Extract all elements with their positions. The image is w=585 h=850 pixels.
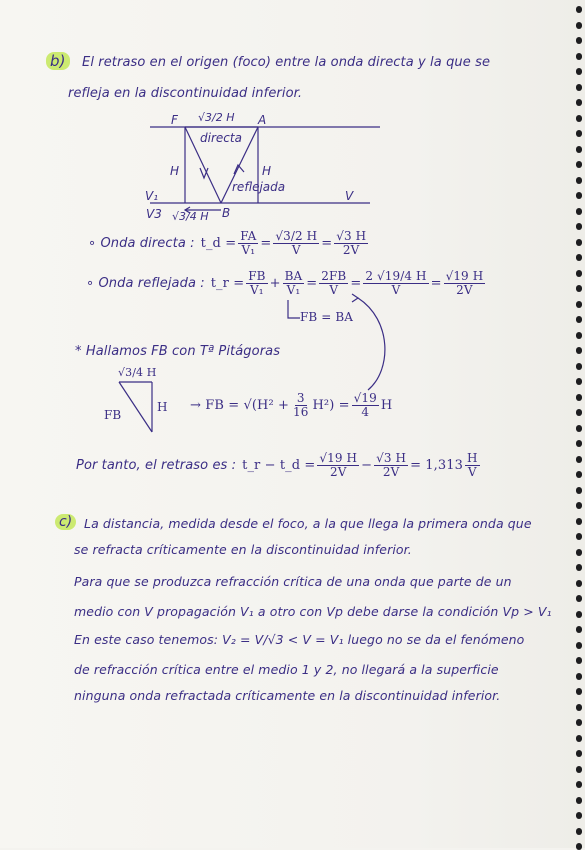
spiral-hole <box>576 487 582 494</box>
spiral-hole <box>576 6 582 13</box>
spiral-hole <box>576 347 582 354</box>
spiral-hole <box>576 22 582 29</box>
spiral-hole <box>576 735 582 742</box>
label-V3: V3 <box>146 207 162 221</box>
pitagoras-title: * Hallamos FB con Tª Pitágoras <box>75 344 281 359</box>
spiral-hole <box>576 363 582 370</box>
curved-arrow-icon <box>358 298 385 390</box>
spiral-hole <box>576 611 582 618</box>
spiral-hole <box>576 657 582 664</box>
spiral-hole <box>576 316 582 323</box>
spiral-hole <box>576 53 582 60</box>
tri-top-label: √3/4 H <box>118 366 157 379</box>
spiral-hole <box>576 533 582 540</box>
spiral-hole <box>576 99 582 106</box>
label-V1: V₁ <box>145 189 159 203</box>
spiral-hole <box>576 254 582 261</box>
spiral-hole <box>576 239 582 246</box>
spiral-hole <box>576 37 582 44</box>
pitagoras-eq: → FB = √(H² + $\frac{3}{16}$ H²) = $\frac{√19}{4}$ H <box>190 391 393 419</box>
label-H-left: H <box>170 164 180 178</box>
para-line2: medio con V propagación V₁ a otro con Vp debe darse la condición Vp > V₁ <box>74 604 552 619</box>
tri-side-label: H <box>157 400 168 414</box>
spiral-hole <box>576 580 582 587</box>
eq-reflejada: ∘ Onda reflejada : t_r = $\frac{FB}{\text{V₁}}$ + $\frac{BA}{\text{V₁}}$ = $\frac{2FB}{V}$ = $\frac{2 √19/4 H}{V}$ = $\frac{√19 H}{2V}$ <box>86 269 484 297</box>
spiral-hole <box>576 704 582 711</box>
para-line4: de refracción crítica entre el medio 1 y 2, no llegará a la superficie <box>74 662 499 677</box>
spiral-hole <box>576 332 582 339</box>
conclusion: Por tanto, el retraso es : t_r − t_d = $\frac{√19 H}{2V}$ − $\frac{√3 H}{2V}$ = 1,313 $\frac{H}{V}$ <box>76 451 478 479</box>
part-b-label: b) <box>46 52 70 70</box>
label-A: A <box>258 113 267 127</box>
label-F: F <box>171 113 178 127</box>
spiral-hole <box>576 750 582 757</box>
para-line5: ninguna onda refractada críticamente en la discontinuidad inferior. <box>74 688 501 703</box>
spiral-hole <box>576 719 582 726</box>
spiral-hole <box>576 797 582 804</box>
spiral-hole <box>576 146 582 153</box>
spiral-hole <box>576 595 582 602</box>
eq-directa: ∘ Onda directa : t_d = $\frac{FA}{\text{V₁}}$ = $\frac{√3/2 H}{V}$ = $\frac{√3 H}{2V}$ <box>88 229 367 257</box>
label-reflejada: reflejada <box>232 180 286 194</box>
spiral-hole <box>576 378 582 385</box>
spiral-hole <box>576 781 582 788</box>
para-line3: En este caso tenemos: V₂ = V/√3 < V = V₁ luego no se da el fenómeno <box>74 632 525 647</box>
para-line1: Para que se produzca refracción crítica de una onda que parte de un <box>74 574 512 589</box>
part-c-line1: La distancia, medida desde el foco, a la que llega la primera onda que <box>84 516 532 531</box>
spiral-hole <box>576 626 582 633</box>
note-fb-ba: FB = BA <box>300 310 354 324</box>
part-c-line2: se refracta críticamente en la discontinuidad inferior. <box>74 542 412 557</box>
spiral-hole <box>576 688 582 695</box>
eq-directa-t: t_d = <box>200 235 237 251</box>
spiral-hole <box>576 285 582 292</box>
spiral-binding <box>571 0 585 848</box>
spiral-hole <box>576 84 582 91</box>
spiral-hole <box>576 456 582 463</box>
spiral-hole <box>576 843 582 850</box>
spiral-hole <box>576 223 582 230</box>
spiral-hole <box>576 549 582 556</box>
spiral-hole <box>576 518 582 525</box>
spiral-hole <box>576 301 582 308</box>
spiral-hole <box>576 192 582 199</box>
label-top-dist: √3/2 H <box>198 111 235 124</box>
spiral-hole <box>576 564 582 571</box>
spiral-hole <box>576 115 582 122</box>
spiral-hole <box>576 177 582 184</box>
spiral-hole <box>576 161 582 168</box>
spiral-hole <box>576 812 582 819</box>
spiral-hole <box>576 502 582 509</box>
label-B: B <box>222 206 231 220</box>
part-c-label: c) <box>55 514 76 530</box>
spiral-hole <box>576 409 582 416</box>
spiral-hole <box>576 440 582 447</box>
spiral-hole <box>576 394 582 401</box>
spiral-hole <box>576 208 582 215</box>
label-directa: directa <box>200 131 242 145</box>
spiral-hole <box>576 130 582 137</box>
tri-hyp-label: FB <box>104 408 122 422</box>
spiral-hole <box>576 425 582 432</box>
spiral-hole <box>576 673 582 680</box>
label-H-right: H <box>262 164 272 178</box>
eq-directa-label: ∘ Onda directa : <box>88 235 195 251</box>
eq-reflejada-label: ∘ Onda reflejada : <box>86 275 205 291</box>
label-V: V <box>345 189 354 203</box>
spiral-hole <box>576 642 582 649</box>
label-bottom-dist: √3/4 H <box>172 210 209 223</box>
part-b-line1: El retraso en el origen (foco) entre la onda directa y la que se <box>82 55 491 70</box>
spiral-hole <box>576 68 582 75</box>
part-b-line2: refleja en la discontinuidad inferior. <box>68 86 303 101</box>
spiral-hole <box>576 766 582 773</box>
spiral-hole <box>576 828 582 835</box>
spiral-hole <box>576 471 582 478</box>
spiral-hole <box>576 270 582 277</box>
